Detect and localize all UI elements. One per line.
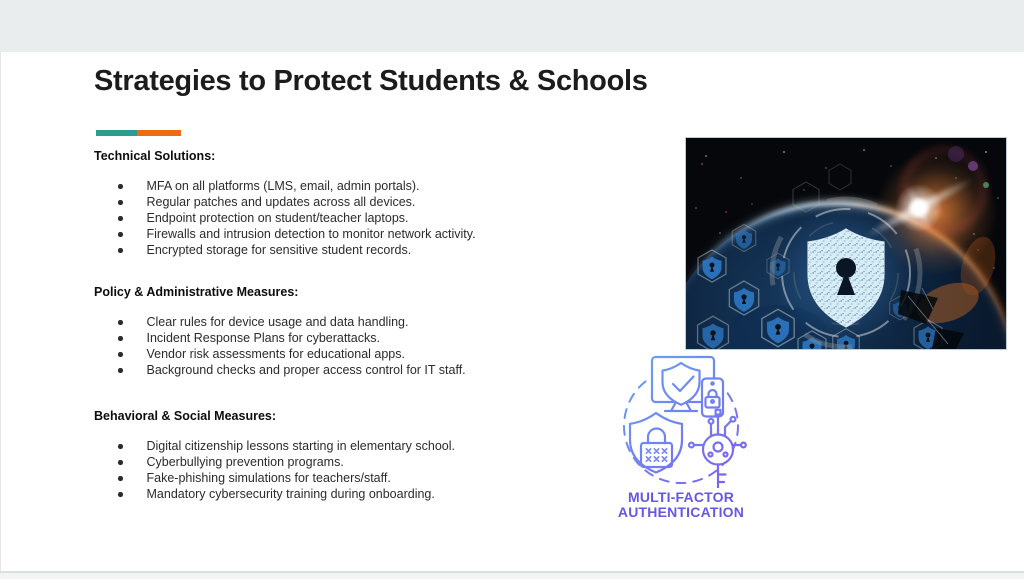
list-item (118, 470, 634, 486)
policy-bullet-list (94, 314, 634, 378)
list-item (118, 210, 634, 226)
bullet-dot (118, 184, 123, 189)
bullet-dot (118, 368, 123, 373)
editor-bottom-background (0, 571, 1024, 579)
list-item (118, 242, 634, 258)
slide-canvas[interactable] (0, 52, 1024, 573)
section-heading-technical: Technical Solutions: (94, 149, 216, 163)
bullet-text: Encrypted storage for sensitive student records. (146, 243, 412, 257)
bullet-text: Digital citizenship lessons starting in elementary school. (146, 439, 455, 453)
list-item (118, 314, 634, 330)
mfa-caption-line2: AUTHENTICATION (617, 504, 745, 520)
bullet-text: Firewalls and intrusion detection to monitor network activity. (146, 227, 476, 241)
bullet-dot (118, 352, 123, 357)
list-item (118, 454, 634, 470)
bullet-text: Cyberbullying prevention programs. (146, 455, 344, 469)
globe-shield-illustration (686, 138, 1006, 349)
title-divider (96, 130, 181, 136)
section-heading-policy: Policy & Administrative Measures: (94, 285, 299, 299)
list-item (118, 178, 634, 194)
bullet-dot (118, 492, 123, 497)
list-item (118, 362, 634, 378)
behavioral-bullet-list (94, 438, 634, 502)
slide-title[interactable]: Strategies to Protect Students & Schools (94, 65, 648, 97)
bullet-text: Vendor risk assessments for educational apps. (146, 347, 405, 361)
bullet-text: Mandatory cybersecurity training during onboarding. (146, 487, 435, 501)
bullet-dot (118, 460, 123, 465)
bullet-dot (118, 320, 123, 325)
mfa-caption (593, 490, 769, 520)
list-item (118, 226, 634, 242)
list-item (118, 330, 634, 346)
mfa-concept-icon (615, 354, 747, 488)
bullet-dot (118, 336, 123, 341)
list-item (118, 438, 634, 454)
section-heading-behavioral: Behavioral & Social Measures: (94, 409, 277, 423)
circuit-key-icon (689, 410, 746, 488)
mfa-illustration[interactable] (593, 354, 769, 520)
body-text-box[interactable] (94, 148, 634, 502)
bullet-dot (118, 444, 123, 449)
bullet-text: Background checks and proper access control for IT staff. (146, 363, 466, 377)
list-item (118, 346, 634, 362)
bullet-text: Clear rules for device usage and data handling. (146, 315, 409, 329)
bullet-dot (118, 216, 123, 221)
cybersecurity-globe-image[interactable] (685, 137, 1007, 350)
editor-top-background (0, 0, 1024, 53)
bullet-dot (118, 232, 123, 237)
bullet-text: Endpoint protection on student/teacher laptops. (146, 211, 409, 225)
divider-teal-segment (96, 130, 137, 136)
bullet-text: MFA on all platforms (LMS, email, admin portals). (146, 179, 420, 193)
bullet-text: Incident Response Plans for cyberattacks. (146, 331, 380, 345)
mfa-caption-line1: MULTI-FACTOR (627, 489, 735, 505)
bullet-text: Fake-phishing simulations for teachers/staff. (146, 471, 391, 485)
bullet-dot (118, 248, 123, 253)
list-item (118, 486, 634, 502)
divider-orange-segment (137, 130, 181, 136)
bullet-dot (118, 476, 123, 481)
bullet-text: Regular patches and updates across all devices. (146, 195, 416, 209)
technical-bullet-list (94, 178, 634, 258)
mfa-icon (615, 354, 747, 488)
list-item (118, 194, 634, 210)
bullet-dot (118, 200, 123, 205)
